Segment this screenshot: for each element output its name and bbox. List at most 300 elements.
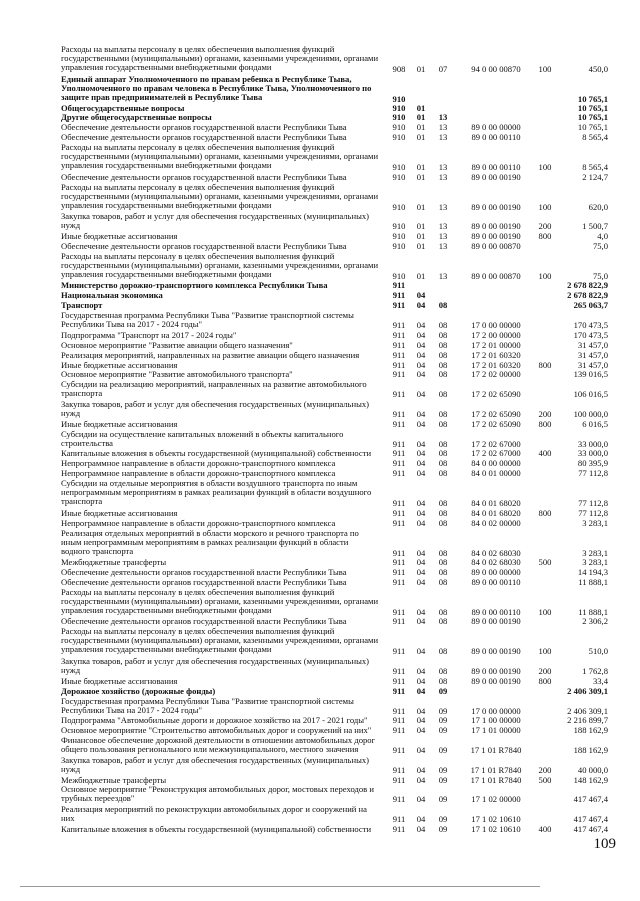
section-code: 04: [416, 813, 426, 824]
section-code: 04: [416, 508, 426, 518]
section-code: 04: [416, 340, 426, 350]
target-article-code: 17 2 01 60320: [471, 360, 521, 370]
section-code: 04: [416, 419, 426, 429]
amount: 417 467,4: [573, 793, 608, 804]
row-name: Закупка товаров, работ и услуг для обеспечения государственных (муниципальных) нужд: [61, 211, 369, 230]
subsection-code: 08: [438, 676, 448, 686]
amount: 75,0: [592, 270, 608, 281]
section-code: 04: [416, 606, 426, 617]
target-article-code: 89 0 00 00190: [471, 231, 521, 241]
target-article-code: 89 0 00 00190: [471, 172, 521, 182]
target-article-code: 17 2 02 65090: [471, 419, 521, 429]
amount: 10 765,1: [577, 103, 608, 113]
amount: 510,0: [588, 645, 608, 656]
target-article-code: 17 2 02 67000: [471, 448, 521, 458]
section-code: 01: [416, 122, 426, 132]
amount: 2 678 822,9: [567, 290, 608, 300]
row-name: Государственная программа Республики Тыва "Развитие транспортной системы Республики Тыва на 2017 - 2024 годы": [61, 696, 354, 715]
section-code: 04: [416, 360, 426, 370]
ved-code: 910: [392, 122, 406, 132]
ved-code: 910: [392, 103, 406, 113]
ved-code: 911: [392, 350, 406, 360]
section-code: 04: [416, 458, 426, 468]
row-name: Основное мероприятие "Строительство автомобильных дорог и сооружений на них": [61, 725, 372, 735]
amount: 139 016,5: [573, 369, 608, 379]
row-name: Министерство дорожно-транспортного комплекса Республики Тыва: [61, 280, 328, 290]
target-article-code: 94 0 00 00870: [471, 63, 521, 74]
section-code: 04: [416, 497, 426, 508]
section-code: 04: [416, 408, 426, 419]
section-code: 01: [416, 231, 426, 241]
row-name: Обеспечение деятельности органов государственной власти Республики Тыва: [61, 616, 347, 626]
amount: 77 112,8: [578, 508, 608, 518]
row-name: Обеспечение деятельности органов государственной власти Республики Тыва: [61, 241, 347, 251]
section-code: 04: [416, 715, 426, 725]
amount: 31 457,0: [577, 360, 608, 370]
amount: 1 762,8: [582, 665, 608, 676]
row-name: Расходы на выплаты персоналу в целях обеспечения выполнения функций государственными (муниципальными) органами, казенными учреждениями, органами управления государственными внебюджетными фондами: [61, 626, 379, 654]
row-name: Государственная программа Республики Тыва "Развитие транспортной системы Республики Тыва на 2017 - 2024 годы": [61, 310, 354, 329]
row-name: Иные бюджетные ассигнования: [61, 231, 178, 241]
row-name: Реализация отдельных мероприятий в области морского и речного транспорта по иным непрограммным мероприятиям в рамках реализации функций в области водного транспорта: [61, 528, 359, 556]
subsection-code: 09: [438, 686, 448, 696]
row-name: Межбюджетные трансферты: [61, 775, 167, 785]
target-article-code: 17 2 02 65090: [471, 388, 521, 399]
section-code: 01: [416, 103, 426, 113]
section-code: 01: [416, 161, 426, 172]
ved-code: 911: [392, 360, 406, 370]
row-name: Закупка товаров, работ и услуг для обеспечения государственных (муниципальных) нужд: [61, 656, 369, 675]
row-name: Субсидии на отдельные мероприятия в области воздушного транспорта по иным непрограммным мероприятиям в рамках реализации функций в области воздушного транспорта: [61, 478, 372, 506]
row-name: Непрограммное направление в области дорожно-транспортного комплекса: [61, 468, 336, 478]
target-article-code: 17 1 01 R7840: [470, 775, 522, 785]
expense-type-code: 100: [538, 63, 552, 74]
section-code: 04: [416, 665, 426, 676]
ved-code: 911: [392, 824, 406, 834]
row-name: Транспорт: [61, 300, 103, 310]
row-name: Другие общегосударственные вопросы: [61, 112, 212, 122]
section-code: 04: [416, 468, 426, 478]
row-name: Дорожное хозяйство (дорожные фонды): [61, 686, 216, 696]
ved-code: 911: [392, 518, 406, 528]
row-name: Капитальные вложения в объекты государственной (муниципальной) собственности: [61, 824, 372, 834]
section-code: 04: [416, 764, 426, 775]
row-name: Иные бюджетные ассигнования: [61, 508, 178, 518]
ved-code: 908: [392, 63, 406, 74]
row-name: Субсидии на реализацию мероприятий, направленных на развитие автомобильного транспорта: [61, 379, 367, 398]
row-name: Единый аппарат Уполномоченного по правам ребенка в Республике Тыва, Уполномоченного по правам человека в Республике Тыва, Уполномоченного по защите прав предпринимателей в Республике Тыва: [61, 74, 372, 102]
footer-divider: [20, 886, 540, 887]
amount: 620,0: [588, 201, 608, 212]
target-article-code: 17 1 02 10610: [471, 824, 521, 834]
expense-type-code: 200: [538, 665, 552, 676]
amount: 40 000,0: [577, 764, 608, 775]
subsection-code: 09: [438, 715, 448, 725]
subsection-code: 13: [438, 112, 448, 122]
expense-type-code: 800: [538, 360, 552, 370]
amount: 10 765,1: [577, 112, 608, 122]
target-article-code: 84 0 02 00000: [471, 518, 521, 528]
ved-code: 910: [392, 201, 406, 212]
target-article-code: 89 0 00 00190: [471, 616, 521, 626]
ved-code: 911: [392, 448, 406, 458]
target-article-code: 89 0 00 00000: [471, 122, 521, 132]
amount: 106 016,5: [573, 388, 608, 399]
target-article-code: 84 0 01 68020: [471, 508, 521, 518]
amount: 3 283,1: [582, 547, 608, 558]
subsection-code: 09: [438, 824, 448, 834]
amount: 10 765,1: [577, 122, 608, 132]
subsection-code: 08: [438, 497, 448, 508]
target-article-code: 84 0 02 68030: [471, 557, 521, 567]
target-article-code: 17 1 01 00000: [471, 725, 521, 735]
row-name: Национальная экономика: [61, 290, 163, 300]
target-article-code: 84 0 01 00000: [471, 468, 521, 478]
ved-code: 911: [392, 330, 406, 340]
target-article-code: 17 2 02 00000: [471, 369, 521, 379]
expense-type-code: 200: [538, 764, 552, 775]
amount: 75,0: [592, 241, 608, 251]
target-article-code: 17 1 02 00000: [471, 793, 521, 804]
section-code: 04: [416, 300, 426, 310]
row-name: Обеспечение деятельности органов государственной власти Республики Тыва: [61, 122, 347, 132]
ved-code: 911: [392, 744, 406, 755]
target-article-code: 84 0 00 00000: [471, 458, 521, 468]
section-code: 04: [416, 567, 426, 577]
amount: 77 112,8: [578, 497, 608, 508]
section-code: 04: [416, 793, 426, 804]
section-code: 04: [416, 319, 426, 330]
expense-type-code: 100: [538, 606, 552, 617]
subsection-code: 13: [438, 172, 448, 182]
target-article-code: 17 0 00 00000: [471, 319, 521, 330]
row-name: Обеспечение деятельности органов государственной власти Республики Тыва: [61, 132, 347, 142]
amount: 11 888,1: [578, 577, 608, 587]
subsection-code: 08: [438, 645, 448, 656]
target-article-code: 17 2 00 00000: [471, 330, 521, 340]
row-name: Обеспечение деятельности органов государственной власти Республики Тыва: [61, 567, 347, 577]
ved-code: 911: [392, 793, 406, 804]
ved-code: 911: [392, 606, 406, 617]
ved-code: 910: [392, 93, 406, 104]
row-name: Реализация мероприятий по реконструкции автомобильных дорог и сооружений на них: [61, 804, 367, 823]
amount: 33 000,0: [577, 438, 608, 449]
ved-code: 910: [392, 172, 406, 182]
row-name: Подпрограмма "Транспорт на 2017 - 2024 годы": [61, 330, 237, 340]
ved-code: 911: [392, 813, 406, 824]
subsection-code: 08: [438, 665, 448, 676]
ved-code: 910: [392, 241, 406, 251]
target-article-code: 17 2 01 00000: [471, 340, 521, 350]
ved-code: 911: [392, 645, 406, 656]
row-name: Основное мероприятие "Развитие автомобильного транспорта": [61, 369, 293, 379]
section-code: 04: [416, 705, 426, 716]
row-name: Закупка товаров, работ и услуг для обеспечения государственных (муниципальных) нужд: [61, 755, 369, 774]
amount: 80 395,9: [577, 458, 608, 468]
amount: 188 162,9: [573, 744, 608, 755]
subsection-code: 09: [438, 764, 448, 775]
amount: 265 063,7: [573, 300, 608, 310]
subsection-code: 08: [438, 547, 448, 558]
row-name: Капитальные вложения в объекты государственной (муниципальной) собственности: [61, 448, 372, 458]
ved-code: 911: [392, 319, 406, 330]
row-name: Иные бюджетные ассигнования: [61, 360, 178, 370]
target-article-code: 89 0 00 00110: [471, 132, 521, 142]
amount: 4,0: [597, 231, 608, 241]
row-name: Расходы на выплаты персоналу в целях обеспечения выполнения функций государственными (муниципальными) органами, казенными учреждениями, органами управления государственными внебюджетными фондами: [61, 182, 379, 210]
expense-type-code: 100: [538, 645, 552, 656]
target-article-code: 17 0 00 00000: [471, 705, 521, 716]
subsection-code: 13: [438, 132, 448, 142]
amount: 33,4: [592, 676, 608, 686]
section-code: 04: [416, 388, 426, 399]
section-code: 04: [416, 448, 426, 458]
amount: 100 000,0: [573, 408, 608, 419]
ved-code: 911: [392, 775, 406, 785]
amount: 3 283,1: [582, 518, 608, 528]
target-article-code: 17 1 00 00000: [471, 715, 521, 725]
row-name: Обеспечение деятельности органов государственной власти Республики Тыва: [61, 577, 347, 587]
section-code: 01: [416, 132, 426, 142]
expense-type-code: 400: [538, 448, 552, 458]
section-code: 04: [416, 645, 426, 656]
expense-type-code: 200: [538, 408, 552, 419]
subsection-code: 08: [438, 340, 448, 350]
row-name: Финансовое обеспечение дорожной деятельности в отношении автомобильных дорог общего пользования регионального или межмуниципального, местного значения: [61, 735, 376, 754]
section-code: 04: [416, 330, 426, 340]
amount: 2 124,7: [582, 172, 608, 182]
section-code: 01: [416, 172, 426, 182]
ved-code: 911: [392, 508, 406, 518]
subsection-code: 08: [438, 577, 448, 587]
amount: 417 467,4: [573, 824, 608, 834]
section-code: 04: [416, 577, 426, 587]
ved-code: 911: [392, 557, 406, 567]
amount: 2 406 309,1: [567, 705, 608, 716]
amount: 77 112,8: [578, 468, 608, 478]
ved-code: 911: [392, 715, 406, 725]
amount: 417 467,4: [573, 813, 608, 824]
expense-type-code: 100: [538, 161, 552, 172]
target-article-code: 17 1 01 R7840: [470, 744, 522, 755]
subsection-code: 07: [438, 63, 448, 74]
subsection-code: 08: [438, 606, 448, 617]
section-code: 01: [416, 63, 426, 74]
target-article-code: 17 2 02 67000: [471, 438, 521, 449]
target-article-code: 89 0 00 00190: [471, 665, 521, 676]
row-name: Субсидии на осуществление капитальных вложений в объекты капитального строительства: [61, 429, 344, 448]
subsection-code: 13: [438, 220, 448, 231]
amount: 3 283,1: [582, 557, 608, 567]
subsection-code: 09: [438, 813, 448, 824]
amount: 31 457,0: [577, 350, 608, 360]
row-name: Расходы на выплаты персоналу в целях обеспечения выполнения функций государственными (муниципальными) органами, казенными учреждениями, органами управления государственными внебюджетными фондами: [61, 251, 379, 279]
amount: 2 406 309,1: [567, 686, 608, 696]
row-name: Расходы на выплаты персоналу в целях обеспечения выполнения функций государственными (муниципальными) органами, казенными учреждениями, органами управления государственными внебюджетными фондами: [61, 142, 379, 170]
section-code: 04: [416, 824, 426, 834]
section-code: 04: [416, 547, 426, 558]
section-code: 04: [416, 616, 426, 626]
ved-code: 911: [392, 300, 406, 310]
page-number: 109: [593, 836, 616, 852]
target-article-code: 89 0 00 00190: [471, 645, 521, 656]
subsection-code: 09: [438, 775, 448, 785]
section-code: 04: [416, 438, 426, 449]
ved-code: 911: [392, 458, 406, 468]
subsection-code: 09: [438, 725, 448, 735]
amount: 2 306,2: [582, 616, 608, 626]
row-name: Общегосударственные вопросы: [61, 103, 185, 113]
target-article-code: 17 1 01 R7840: [470, 764, 522, 775]
ved-code: 910: [392, 220, 406, 231]
section-code: 01: [416, 241, 426, 251]
subsection-code: 13: [438, 270, 448, 281]
subsection-code: 08: [438, 388, 448, 399]
amount: 450,0: [588, 63, 608, 74]
expense-type-code: 800: [538, 231, 552, 241]
ved-code: 911: [392, 438, 406, 449]
subsection-code: 13: [438, 201, 448, 212]
row-name: Подпрограмма "Автомобильные дороги и дорожное хозяйство на 2017 - 2021 годы": [61, 715, 368, 725]
ved-code: 910: [392, 161, 406, 172]
amount: 8 565,4: [582, 161, 608, 172]
subsection-code: 08: [438, 438, 448, 449]
amount: 170 473,5: [573, 330, 608, 340]
target-article-code: 84 0 01 68020: [471, 497, 521, 508]
target-article-code: 89 0 00 00190: [471, 201, 521, 212]
row-name: Непрограммное направление в области дорожно-транспортного комплекса: [61, 458, 336, 468]
ved-code: 911: [392, 369, 406, 379]
row-name: Расходы на выплаты персоналу в целях обеспечения выполнения функций государственными (муниципальными) органами, казенными учреждениями, органами управления государственными внебюджетными фондами: [61, 587, 379, 615]
amount: 14 194,3: [577, 567, 608, 577]
ved-code: 911: [392, 725, 406, 735]
section-code: 04: [416, 676, 426, 686]
amount: 33 000,0: [577, 448, 608, 458]
subsection-code: 08: [438, 518, 448, 528]
row-name: Реализация мероприятий, направленных на развитие авиации общего назначения: [61, 350, 360, 360]
amount: 170 473,5: [573, 319, 608, 330]
expense-type-code: 100: [538, 270, 552, 281]
ved-code: 911: [392, 567, 406, 577]
amount: 188 162,9: [573, 725, 608, 735]
amount: 31 457,0: [577, 340, 608, 350]
amount: 2 216 899,7: [567, 715, 608, 725]
section-code: 01: [416, 201, 426, 212]
amount: 2 678 822,9: [567, 280, 608, 290]
section-code: 01: [416, 220, 426, 231]
subsection-code: 09: [438, 744, 448, 755]
ved-code: 911: [392, 290, 406, 300]
row-name: Иные бюджетные ассигнования: [61, 419, 178, 429]
ved-code: 911: [392, 676, 406, 686]
subsection-code: 08: [438, 468, 448, 478]
subsection-code: 13: [438, 161, 448, 172]
ved-code: 911: [392, 686, 406, 696]
target-article-code: 89 0 00 00870: [471, 270, 521, 281]
target-article-code: 89 0 00 00110: [471, 161, 521, 172]
section-code: 04: [416, 686, 426, 696]
subsection-code: 08: [438, 557, 448, 567]
subsection-code: 13: [438, 231, 448, 241]
ved-code: 910: [392, 231, 406, 241]
section-code: 04: [416, 350, 426, 360]
section-code: 04: [416, 775, 426, 785]
amount: 6 016,5: [582, 419, 608, 429]
ved-code: 911: [392, 577, 406, 587]
subsection-code: 08: [438, 300, 448, 310]
target-article-code: 89 0 00 00870: [471, 241, 521, 251]
row-name: Основное мероприятие "Развитие авиации общего назначения": [61, 340, 293, 350]
row-name: Непрограммное направление в области дорожно-транспортного комплекса: [61, 518, 336, 528]
subsection-code: 08: [438, 448, 448, 458]
subsection-code: 08: [438, 330, 448, 340]
subsection-code: 08: [438, 319, 448, 330]
expense-type-code: 200: [538, 220, 552, 231]
subsection-code: 08: [438, 567, 448, 577]
target-article-code: 17 2 01 60320: [471, 350, 521, 360]
section-code: 04: [416, 557, 426, 567]
row-name: Расходы на выплаты персоналу в целях обеспечения выполнения функций государственными (муниципальными) органами, казенными учреждениями, органами управления государственными внебюджетными фондами: [61, 44, 379, 72]
amount: 8 565,4: [582, 132, 608, 142]
target-article-code: 17 2 02 65090: [471, 408, 521, 419]
target-article-code: 17 1 02 10610: [471, 813, 521, 824]
ved-code: 911: [392, 547, 406, 558]
expense-type-code: 800: [538, 676, 552, 686]
subsection-code: 08: [438, 350, 448, 360]
subsection-code: 13: [438, 122, 448, 132]
section-code: 04: [416, 518, 426, 528]
expense-type-code: 400: [538, 824, 552, 834]
amount: 11 888,1: [578, 606, 608, 617]
subsection-code: 13: [438, 241, 448, 251]
row-name: Основное мероприятие "Реконструкция автомобильных дорог, мостовых переходов и трубных переездов": [61, 784, 374, 803]
target-article-code: 89 0 00 00190: [471, 220, 521, 231]
row-name: Обеспечение деятельности органов государственной власти Республики Тыва: [61, 172, 347, 182]
subsection-code: 09: [438, 705, 448, 716]
subsection-code: 08: [438, 508, 448, 518]
section-code: 04: [416, 290, 426, 300]
row-name: Иные бюджетные ассигнования: [61, 676, 178, 686]
amount: 148 162,9: [573, 775, 608, 785]
ved-code: 911: [392, 419, 406, 429]
target-article-code: 89 0 00 00000: [471, 567, 521, 577]
section-code: 04: [416, 369, 426, 379]
amount: 10 765,1: [577, 93, 608, 104]
section-code: 01: [416, 112, 426, 122]
ved-code: 911: [392, 388, 406, 399]
section-code: 01: [416, 270, 426, 281]
amount: 1 500,7: [582, 220, 608, 231]
ved-code: 911: [392, 705, 406, 716]
expense-type-code: 100: [538, 201, 552, 212]
ved-code: 910: [392, 132, 406, 142]
ved-code: 911: [392, 616, 406, 626]
ved-code: 911: [392, 408, 406, 419]
subsection-code: 08: [438, 360, 448, 370]
section-code: 04: [416, 725, 426, 735]
row-name: Межбюджетные трансферты: [61, 557, 167, 567]
target-article-code: 89 0 00 00110: [471, 577, 521, 587]
subsection-code: 08: [438, 408, 448, 419]
ved-code: 911: [392, 340, 406, 350]
subsection-code: 09: [438, 793, 448, 804]
expense-type-code: 800: [538, 508, 552, 518]
section-code: 04: [416, 744, 426, 755]
row-name: Закупка товаров, работ и услуг для обеспечения государственных (муниципальных) нужд: [61, 399, 369, 418]
subsection-code: 08: [438, 369, 448, 379]
subsection-code: 08: [438, 419, 448, 429]
expense-type-code: 500: [538, 557, 552, 567]
